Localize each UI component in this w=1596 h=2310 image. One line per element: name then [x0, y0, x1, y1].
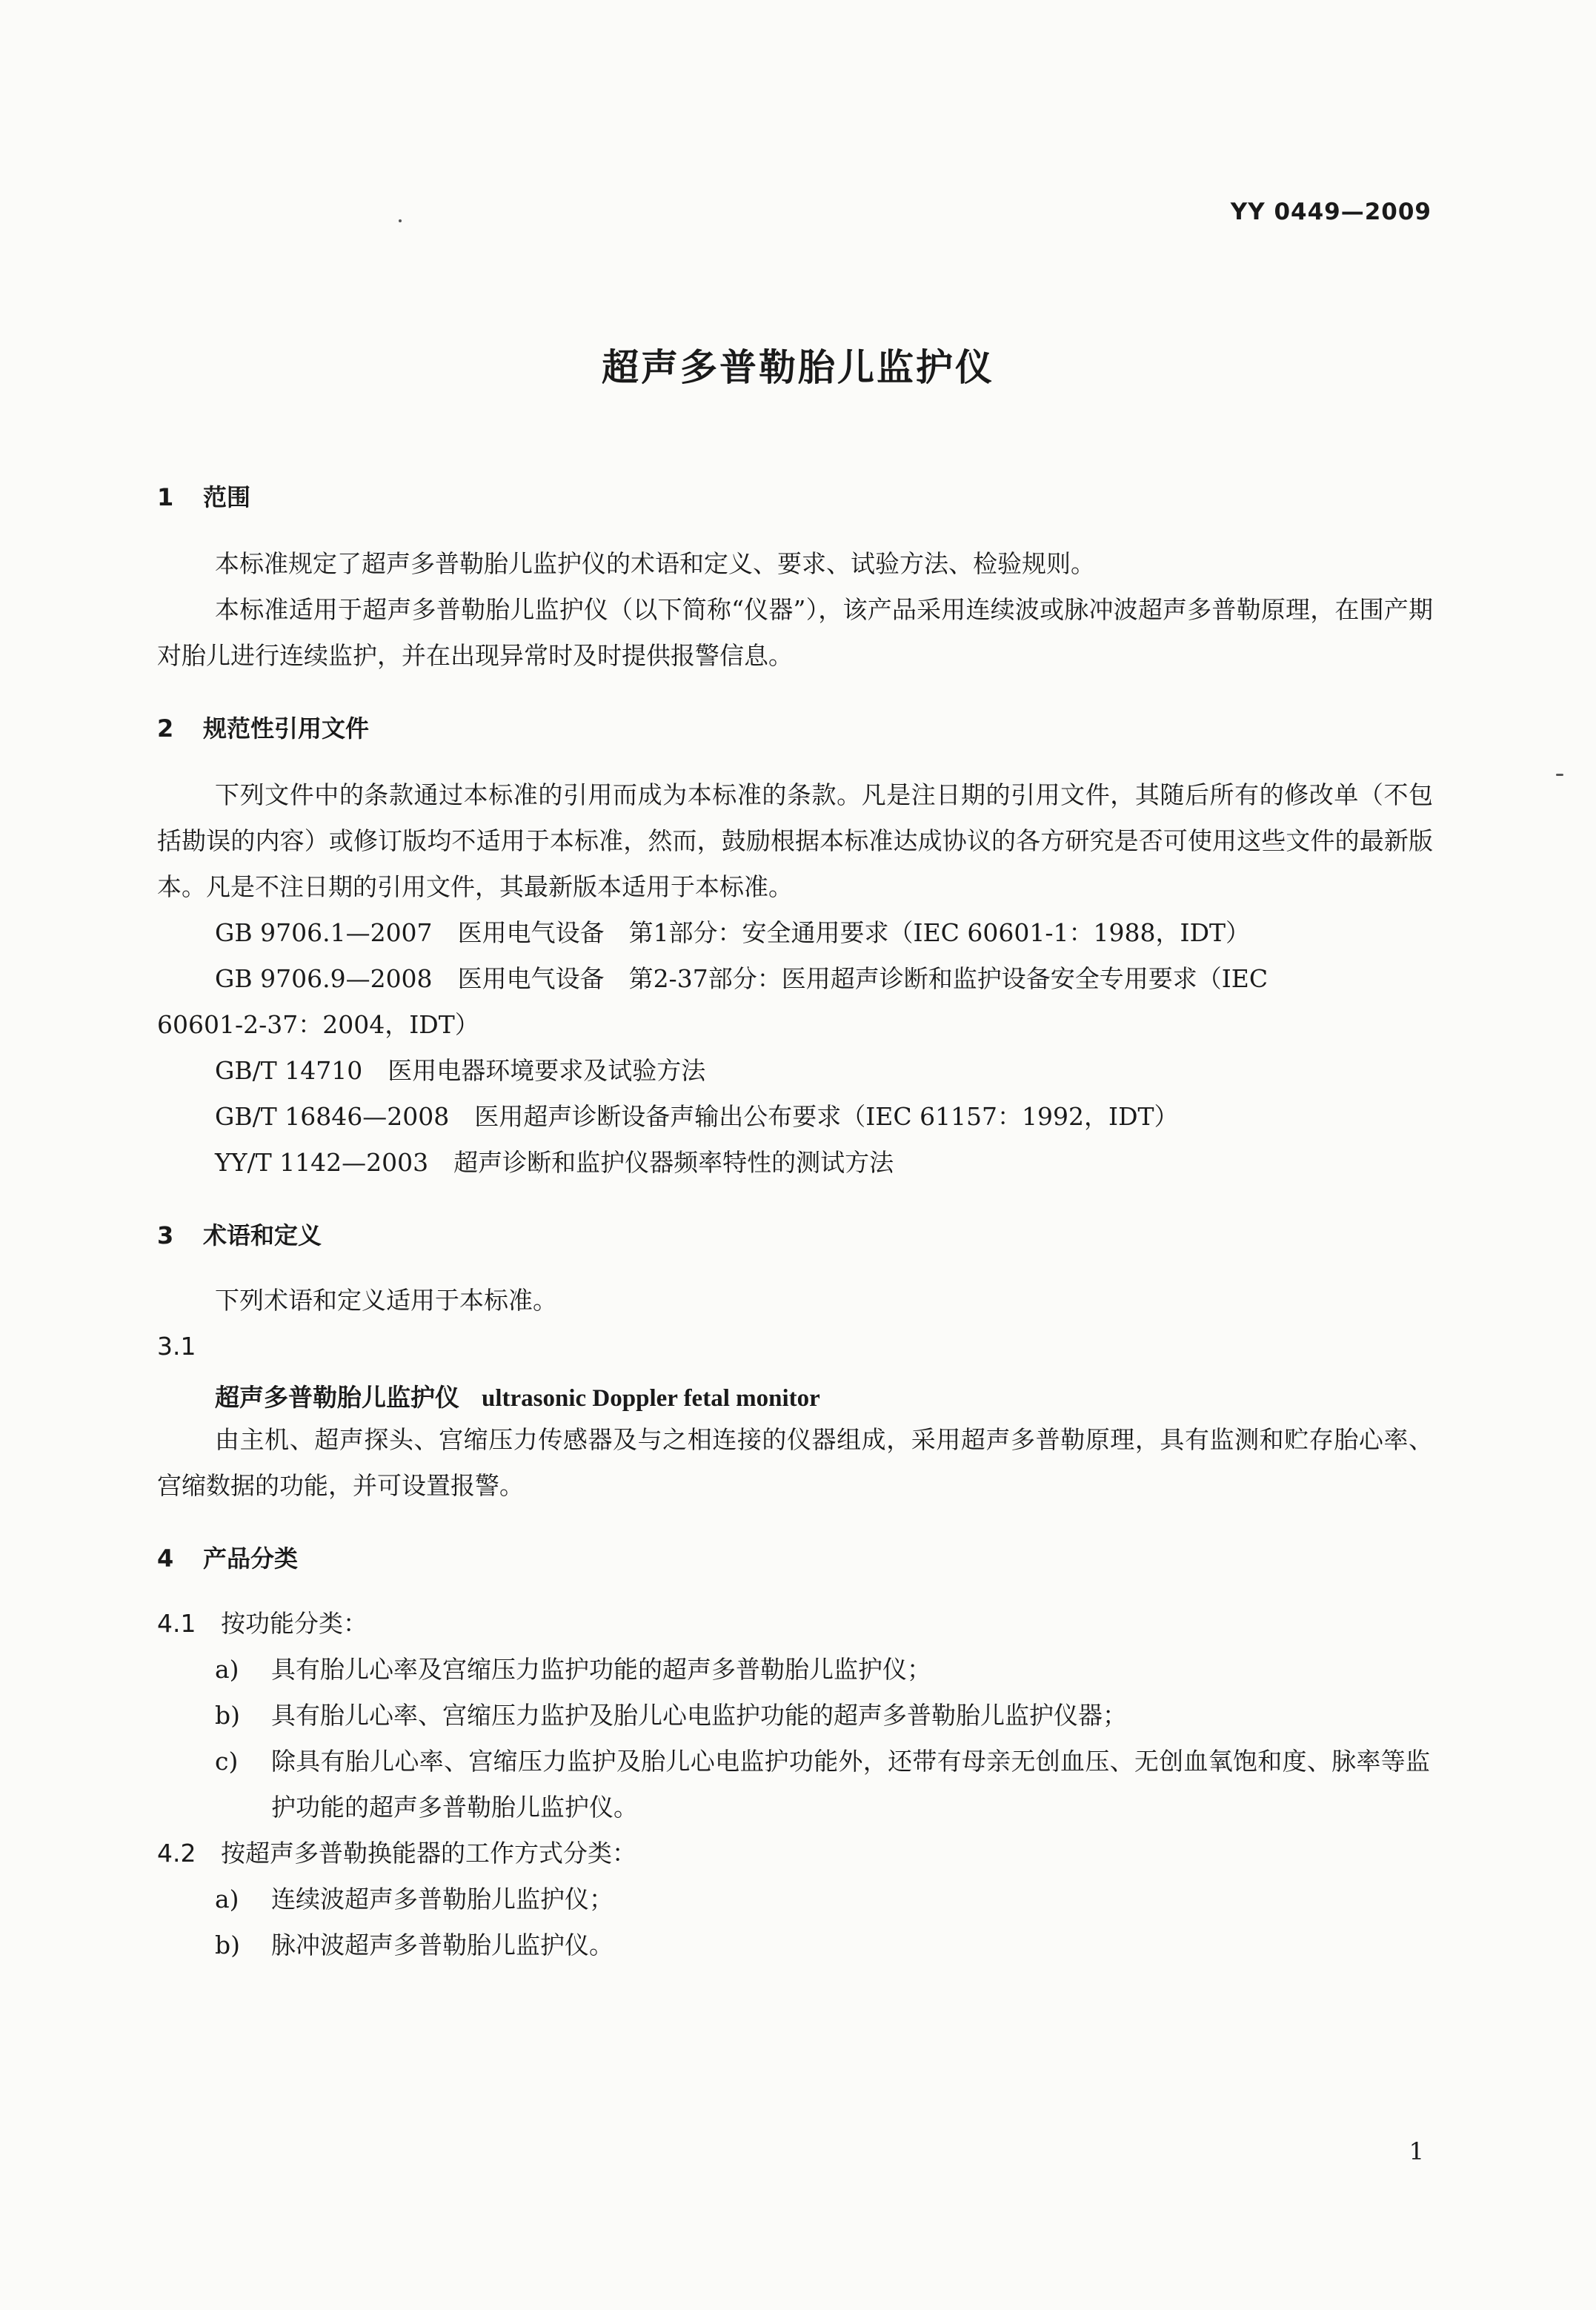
reference-item: [215, 910, 1250, 956]
references-intro: 下列文件中的条款通过本标准的引用而成为本标准的条款。凡是注日期的引用文件，其随后所有的修改单（不包括勘误的内容）或修订版均不适用于本标准，然而，鼓励根据本标准达成协议的各方研究是否可使用这些文件的最新版本。凡是不注日期的引用文件，其最新版本适用于本标准。: [157, 780, 1433, 901]
section-1-heading: [157, 479, 250, 513]
reference-title: 医用超声诊断设备声输出公布要求（IEC 61157：1992，IDT）: [474, 1102, 1179, 1131]
scope-paragraph-2: 本标准适用于超声多普勒胎儿监护仪（以下简称“仪器”），该产品采用连续波或脉冲波超声多普勒原理，在围产期对胎儿进行连续监护，并在出现异常时及时提供报警信息。: [157, 595, 1433, 670]
reference-title: 医用电气设备 第2-37部分：医用超声诊断和监护设备安全专用要求（IEC: [457, 964, 1269, 993]
section-title: 术语和定义: [203, 1221, 322, 1249]
reference-code: YY/T 1142—2003: [215, 1148, 429, 1177]
section-3-heading: [157, 1217, 322, 1251]
section-number: 1: [157, 483, 174, 511]
list-text: 连续波超声多普勒胎儿监护仪；: [271, 1885, 614, 1914]
reference-item: [215, 1048, 705, 1094]
clause-4-2: [157, 1831, 636, 1876]
term-chinese: 超声多普勒胎儿监护仪: [215, 1383, 459, 1412]
section-number: 3: [157, 1221, 174, 1249]
section-number: 4: [157, 1544, 174, 1573]
list-marker: a): [215, 1885, 239, 1914]
document-title: 超声多普勒胎儿监护仪: [602, 346, 994, 389]
section-2-heading: [157, 710, 369, 744]
scope-paragraph-1: 本标准规定了超声多普勒胎儿监护仪的术语和定义、要求、试验方法、检验规则。: [215, 549, 1095, 578]
list-item: [215, 1647, 1430, 1693]
section-number: 2: [157, 714, 174, 743]
clause-number: 4.1: [157, 1609, 196, 1638]
section-title: 规范性引用文件: [203, 714, 370, 743]
section-4-heading: [157, 1540, 298, 1574]
list-text: 具有胎儿心率及宫缩压力监护功能的超声多普勒胎儿监护仪；: [271, 1655, 931, 1684]
list-text: 脉冲波超声多普勒胎儿监护仪。: [271, 1931, 614, 1959]
clause-text: 按超声多普勒换能器的工作方式分类：: [221, 1839, 636, 1868]
terms-intro: 下列术语和定义适用于本标准。: [215, 1286, 557, 1315]
list-item: [215, 1739, 1430, 1831]
scan-speck: [399, 219, 402, 222]
term-number: 3.1: [157, 1332, 196, 1361]
reference-continuation: 60601-2-37：2004，IDT）: [157, 1010, 479, 1039]
clause-number: 4.2: [157, 1839, 196, 1868]
standard-code: YY 0449—2009: [1230, 199, 1432, 225]
term-entry: [215, 1378, 820, 1413]
reference-code: GB/T 14710: [215, 1056, 363, 1085]
list-item: [215, 1876, 1430, 1922]
list-marker: b): [215, 1931, 240, 1959]
scan-speck: [1556, 774, 1563, 776]
list-marker: c): [215, 1747, 239, 1776]
reference-item: [215, 956, 1268, 1002]
clause-4-1: [157, 1601, 368, 1647]
term-definition: 由主机、超声探头、宫缩压力传感器及与之相连接的仪器组成，采用超声多普勒原理，具有监测和贮存胎心率、宫缩数据的功能，并可设置报警。: [157, 1425, 1433, 1500]
reference-title: 医用电器环境要求及试验方法: [388, 1056, 706, 1085]
section-title: 产品分类: [203, 1544, 299, 1573]
list-item: [215, 1922, 1430, 1968]
list-marker: b): [215, 1701, 240, 1730]
reference-item: [215, 1140, 894, 1186]
reference-code: GB 9706.1—2007: [215, 918, 433, 947]
list-text: 除具有胎儿心率、宫缩压力监护及胎儿心电监护功能外，还带有母亲无创血压、无创血氧饱和度、脉率等监护功能的超声多普勒胎儿监护仪。: [271, 1747, 1430, 1822]
list-text: 具有胎儿心率、宫缩压力监护及胎儿心电监护功能的超声多普勒胎儿监护仪器；: [271, 1701, 1127, 1730]
page-number: 1: [1409, 2137, 1424, 2165]
reference-code: GB/T 16846—2008: [215, 1102, 450, 1131]
section-title: 范围: [203, 483, 251, 511]
clause-text: 按功能分类：: [221, 1609, 368, 1638]
list-item: [215, 1693, 1430, 1739]
term-english: ultrasonic Doppler fetal monitor: [482, 1385, 820, 1412]
list-marker: a): [215, 1655, 239, 1684]
reference-title: 医用电气设备 第1部分：安全通用要求（IEC 60601-1：1988，IDT）: [457, 918, 1251, 947]
reference-code: GB 9706.9—2008: [215, 964, 433, 993]
reference-title: 超声诊断和监护仪器频率特性的测试方法: [453, 1148, 894, 1177]
reference-item: [215, 1094, 1179, 1140]
